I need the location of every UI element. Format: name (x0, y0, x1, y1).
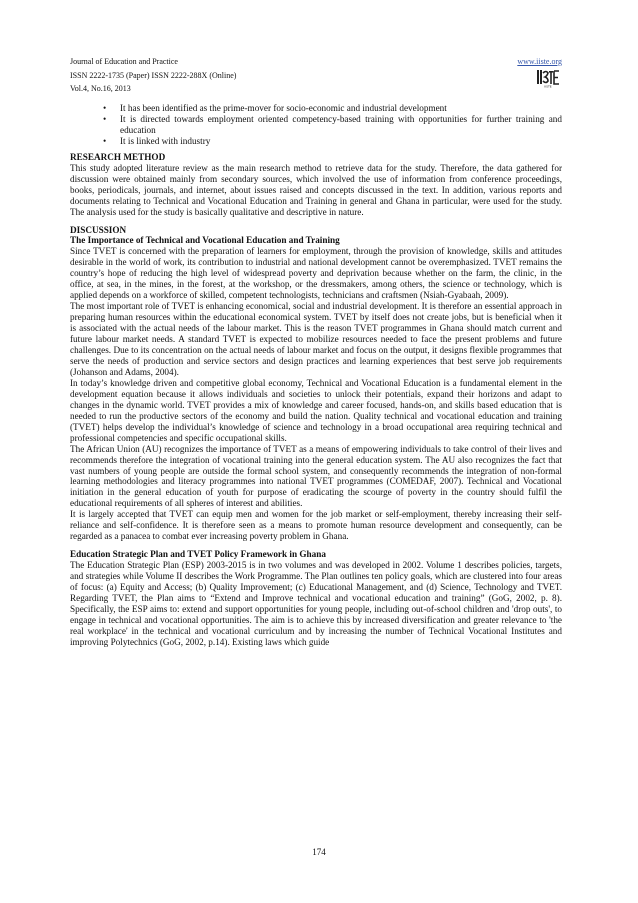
issn-line: ISSN 2222-1735 (Paper) ISSN 2222-288X (Online) (70, 70, 237, 80)
discussion-paragraph: In today’s knowledge driven and competitive global economy, Technical and Vocational Education is a fundamental element in the development equation because it allows individuals and societies to unlock their potentials, expand their horizons and adapt to changes in the dynamic world. TVET provides a mix of knowledge and career focused, hands-on, and skills based education that is needed to run the productive sectors of the economy and build the nation. Quality technical and vocational education and training (TVET) helps develop the individual’s knowledge of science and technology in a broad occupational area requiring technical and professional competencies and specific occupational skills. (70, 377, 562, 443)
running-header (70, 55, 562, 96)
discussion-paragraph: The most important role of TVET is enhancing economical, social and industrial development. It is therefore an essential approach in preparing human resources within the educational economical system. TVET by itself does not create jobs, but is beneficial when it is associated with the actual needs of the labour market. This is the reason TVET programmes in Ghana should match current and future labour market needs. A standard TVET is expected to mobilize resources needed to face the present problems and future challenges. Due to its concentration on the actual needs of labour market and focus on the output, it designs flexible programmes that serve the needs of production and service sectors and design practices and learning experiences that best serve job requirements (Johanson and Adams, 2004). (70, 301, 562, 377)
discussion-paragraph: It is largely accepted that TVET can equip men and women for the job market or self-employment, thereby increasing their self-reliance and self-confidence. It is therefore seen as a means to promote human resource development and consequently, can be regarded as a panacea to combat ever increasing poverty problem in Ghana. (70, 509, 562, 542)
feature-bullet-list (70, 103, 562, 147)
bullet-item: • It is directed towards employment oriented competency-based training with opportunities for further training and education (70, 114, 562, 136)
research-method-paragraph: This study adopted literature review as the main research method to retrieve data for the study. Therefore, the data gathered for discussion were obtained mainly from secondary sources, which involved the use of information from conference proceedings, books, periodicals, journals, and internet, about issues raised and concepts discussed in the text. In addition, various reports and documents relating to Technical and Vocational Education and Training in general and Ghana in particular, were used for the study. The analysis used for the study is basically qualitative and descriptive in nature. (70, 162, 562, 217)
iiste-logo (536, 68, 560, 88)
esp-heading: Education Strategic Plan and TVET Policy Framework in Ghana (70, 549, 326, 560)
volume-line: Vol.4, No.16, 2013 (70, 84, 131, 93)
bullet-item: • It is linked with industry (70, 136, 562, 147)
research-method-heading: RESEARCH METHOD (70, 151, 166, 162)
discussion-paragraph: The African Union (AU) recognizes the importance of TVET as a means of empowering individuals to take control of their lives and recommends therefore the integration of vocational training into the general education system. The AU also recognizes the fact that vast numbers of young people are outside the formal school system, and consequently recommends the integration of non-formal learning methodologies and literacy programmes into national TVET programmes (COMEDAF, 2007). Technical and Vocational initiation in the general education of youth for purpose of eradicating the scourge of poverty in the country should fulfil the educational requirements of all spheres of interest and abilities. (70, 443, 562, 509)
svg-text:IISTE: IISTE (544, 84, 552, 88)
website-link[interactable]: www.iiste.org (517, 57, 562, 66)
discussion-paragraph: Since TVET is concerned with the preparation of learners for employment, through the provision of knowledge, skills and attitudes desirable in the world of work, its contribution to industrial and national development cannot be overemphasized. TVET remains the country’s hope of reducing the high level of widespread poverty and deprivation because whether on the farm, the clinic, in the office, at sea, in the mines, in the forest, at the workshop, or the dressmakers, among others, the science or technology, which is applied depends on a workforce of skilled, competent technologists, technicians and craftsmen (Nsiah-Gyabaah, 2009). (70, 246, 562, 301)
article-body (70, 103, 562, 648)
journal-name: Journal of Education and Practice (70, 57, 178, 66)
discussion-subheading: The Importance of Technical and Vocational Education and Training (70, 235, 340, 246)
esp-paragraph: The Education Strategic Plan (ESP) 2003-2015 is in two volumes and was developed in 2002. Volume 1 describes policies, targets, and strategies while Volume II describes the Work Programme. The Plan outlines ten policy goals, which are clustered into four areas of focus: (a) Equity and Access; (b) Quality Improvement; (c) Educational Management, and (d) Science, Technology and TVET. Regarding TVET, the Plan aims to “Extend and Improve technical and vocational education and training” (GoG, 2002, p. 8). Specifically, the ESP aims to: extend and support opportunities for young people, including out-of-school children and 'drop outs', to engage in technical and vocational opportunities. The aim is to achieve this by increased diversification and greater relevance to 'the real workplace' in the technical and vocational curriculum and by increasing the number of Technical Vocational Institutes and improving Polytechnics (GoG, 2002, p.14). Existing laws which guide (70, 560, 562, 647)
page-number: 174 (312, 847, 326, 857)
discussion-heading: DISCUSSION (70, 224, 127, 235)
bullet-item: • It has been identified as the prime-mover for socio-economic and industrial development (70, 103, 562, 114)
